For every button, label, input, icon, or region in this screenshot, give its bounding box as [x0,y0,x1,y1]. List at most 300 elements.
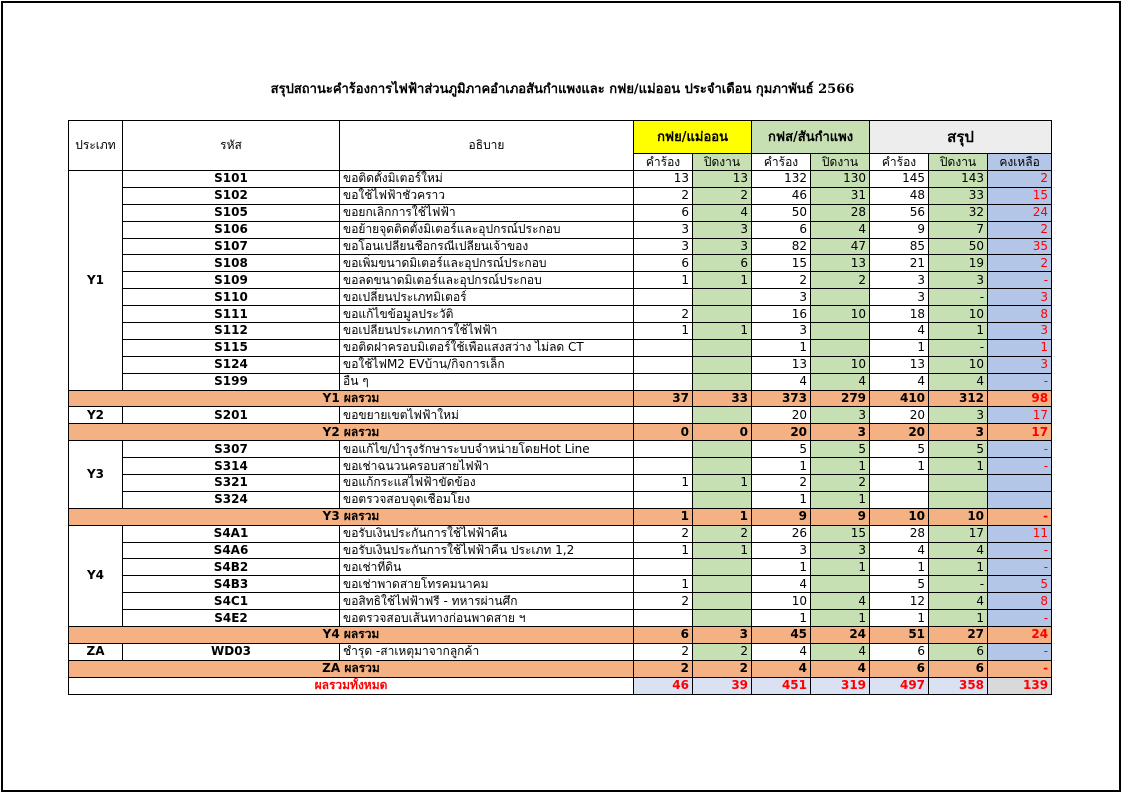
table-row [69,441,1052,458]
remain-cell: 24 [988,204,1052,221]
subtotal-summary-req: 20 [870,424,929,441]
subtotal-maeon-req: 2 [634,660,693,677]
remain-cell: - [988,559,1052,576]
subtotal-row [69,508,1052,525]
header-req: คำร้อง [634,154,693,171]
sankamphaeng-req-cell: 132 [752,171,811,188]
maeon-req-cell: 1 [634,576,693,593]
header-req: คำร้อง [870,154,929,171]
summary-req-cell: 1 [870,339,929,356]
remain-cell: - [988,441,1052,458]
maeon-closed-cell: 1 [693,475,752,492]
maeon-req-cell: 1 [634,272,693,289]
grand-total-row [69,677,1052,694]
maeon-req-cell: 2 [634,306,693,323]
maeon-closed-cell: 3 [693,221,752,238]
sankamphaeng-closed-cell: 31 [811,187,870,204]
maeon-req-cell [634,373,693,390]
header-closed: ปิดงาน [929,154,988,171]
maeon-closed-cell: 1 [693,542,752,559]
table-row [69,525,1052,542]
code-cell: S115 [123,339,340,356]
maeon-closed-cell [693,339,752,356]
subtotal-label: ZA ผลรวม [69,660,634,677]
remain-cell: 1 [988,339,1052,356]
summary-closed-cell: 4 [929,542,988,559]
summary-req-cell: 20 [870,407,929,424]
table-row [69,272,1052,289]
remain-cell [988,491,1052,508]
subtotal-sankamphaeng-closed: 9 [811,508,870,525]
code-cell: S124 [123,356,340,373]
summary-req-cell: 5 [870,441,929,458]
table-row [69,323,1052,340]
sankamphaeng-closed-cell: 3 [811,407,870,424]
summary-closed-cell: 1 [929,323,988,340]
desc-cell: ขอเปลี่ยนประเภทมิเตอร์ [340,289,634,306]
maeon-req-cell: 1 [634,542,693,559]
subtotal-label: Y2 ผลรวม [69,424,634,441]
table-row [69,475,1052,492]
subtotal-maeon-req: 37 [634,390,693,407]
maeon-req-cell: 2 [634,593,693,610]
subtotal-summary-req: 6 [870,660,929,677]
sankamphaeng-req-cell: 4 [752,643,811,660]
table-row [69,373,1052,390]
code-cell: S109 [123,272,340,289]
maeon-closed-cell: 2 [693,187,752,204]
grand-total-b-close: 319 [811,677,870,694]
summary-req-cell: 56 [870,204,929,221]
header-group-maeon: กฟย/แม่ออน [634,121,752,154]
sankamphaeng-req-cell: 13 [752,356,811,373]
table-row [69,407,1052,424]
desc-cell: ขอยกเลิกการใช้ไฟฟ้า [340,204,634,221]
table-row [69,255,1052,272]
summary-closed-cell [929,491,988,508]
remain-cell: - [988,643,1052,660]
code-cell: S107 [123,238,340,255]
subtotal-summary-req: 51 [870,627,929,644]
maeon-req-cell [634,441,693,458]
subtotal-maeon-closed: 1 [693,508,752,525]
maeon-closed-cell [693,373,752,390]
subtotal-maeon-req: 0 [634,424,693,441]
sankamphaeng-req-cell: 3 [752,323,811,340]
remain-cell: 2 [988,255,1052,272]
table-row [69,559,1052,576]
maeon-closed-cell: 2 [693,643,752,660]
subtotal-remain: 24 [988,627,1052,644]
subtotal-maeon-req: 1 [634,508,693,525]
maeon-req-cell [634,491,693,508]
summary-req-cell: 21 [870,255,929,272]
maeon-closed-cell: 3 [693,238,752,255]
maeon-closed-cell [693,610,752,627]
maeon-req-cell: 1 [634,323,693,340]
desc-cell: ขอติดตั้งมิเตอร์ใหม่ [340,171,634,188]
maeon-closed-cell [693,576,752,593]
desc-cell: ขอติดฝาครอบมิเตอร์ใช้เพื่อแสงสว่าง ไม่ลด CT [340,339,634,356]
sankamphaeng-req-cell: 2 [752,272,811,289]
desc-cell: ขอเช่าที่ดิน [340,559,634,576]
table-row [69,339,1052,356]
table-row [69,204,1052,221]
maeon-closed-cell [693,306,752,323]
code-cell: S4B3 [123,576,340,593]
summary-closed-cell: 1 [929,559,988,576]
maeon-closed-cell [693,441,752,458]
table-row [69,576,1052,593]
subtotal-remain: 98 [988,390,1052,407]
subtotal-maeon-closed: 2 [693,660,752,677]
maeon-req-cell: 13 [634,171,693,188]
sankamphaeng-req-cell: 4 [752,576,811,593]
header-remain: คงเหลือ [988,154,1052,171]
subtotal-summary-closed: 10 [929,508,988,525]
summary-req-cell: 3 [870,289,929,306]
remain-cell: 2 [988,171,1052,188]
sankamphaeng-req-cell: 26 [752,525,811,542]
subtotal-summary-req: 10 [870,508,929,525]
summary-req-cell: 28 [870,525,929,542]
maeon-req-cell: 2 [634,525,693,542]
subtotal-row [69,424,1052,441]
sankamphaeng-closed-cell [811,289,870,306]
header-closed: ปิดงาน [693,154,752,171]
summary-closed-cell: 3 [929,272,988,289]
code-cell: S4A6 [123,542,340,559]
sankamphaeng-req-cell: 20 [752,407,811,424]
summary-req-cell: 85 [870,238,929,255]
sankamphaeng-closed-cell: 1 [811,491,870,508]
summary-closed-cell: 7 [929,221,988,238]
sankamphaeng-closed-cell: 3 [811,542,870,559]
table-row [69,187,1052,204]
subtotal-sankamphaeng-req: 4 [752,660,811,677]
summary-closed-cell: 6 [929,643,988,660]
summary-req-cell: 13 [870,356,929,373]
remain-cell: - [988,458,1052,475]
sankamphaeng-closed-cell: 1 [811,458,870,475]
report-table [68,120,1052,695]
code-cell: S307 [123,441,340,458]
subtotal-remain: - [988,508,1052,525]
maeon-closed-cell: 2 [693,525,752,542]
maeon-closed-cell [693,356,752,373]
maeon-req-cell: 3 [634,238,693,255]
sankamphaeng-closed-cell: 130 [811,171,870,188]
sankamphaeng-closed-cell: 2 [811,475,870,492]
maeon-closed-cell: 4 [693,204,752,221]
grand-total-remain: 139 [988,677,1052,694]
subtotal-sankamphaeng-closed: 279 [811,390,870,407]
subtotal-sankamphaeng-closed: 4 [811,660,870,677]
code-cell: S321 [123,475,340,492]
code-cell: S4E2 [123,610,340,627]
subtotal-row [69,390,1052,407]
summary-req-cell: 4 [870,542,929,559]
subtotal-sankamphaeng-req: 9 [752,508,811,525]
desc-cell: ขอตรวจสอบเส้นทางก่อนพาดสาย ฯ [340,610,634,627]
table-row [69,491,1052,508]
desc-cell: ขอรับเงินประกันการใช้ไฟฟ้าคืน [340,525,634,542]
sankamphaeng-req-cell: 3 [752,542,811,559]
report-title: สรุปสถานะคำร้องการไฟฟ้าส่วนภูมิภาคอำเภอสันกำแพงและ กฟย/แม่ออน ประจำเดือน กุมภาพันธ์ 2566 [270,82,855,97]
maeon-req-cell [634,407,693,424]
code-cell: S105 [123,204,340,221]
code-cell: S110 [123,289,340,306]
maeon-req-cell: 6 [634,255,693,272]
desc-cell: ขอสิทธิใช้ไฟฟ้าฟรี - ทหารผ่านศึก [340,593,634,610]
code-cell: S102 [123,187,340,204]
summary-closed-cell: 50 [929,238,988,255]
sankamphaeng-closed-cell [811,576,870,593]
grand-total-s-close: 358 [929,677,988,694]
summary-req-cell: 9 [870,221,929,238]
subtotal-summary-closed: 312 [929,390,988,407]
header-type: ประเภท [69,121,123,171]
subtotal-sankamphaeng-closed: 3 [811,424,870,441]
code-cell: S101 [123,171,340,188]
subtotal-sankamphaeng-req: 373 [752,390,811,407]
sankamphaeng-req-cell: 46 [752,187,811,204]
subtotal-summary-closed: 3 [929,424,988,441]
sankamphaeng-closed-cell: 13 [811,255,870,272]
code-cell: S112 [123,323,340,340]
summary-req-cell: 145 [870,171,929,188]
table-row [69,289,1052,306]
summary-req-cell: 1 [870,458,929,475]
code-cell: S4C1 [123,593,340,610]
sankamphaeng-req-cell: 1 [752,458,811,475]
maeon-closed-cell [693,559,752,576]
maeon-closed-cell [693,593,752,610]
subtotal-sankamphaeng-closed: 24 [811,627,870,644]
maeon-req-cell [634,458,693,475]
grand-total-label: ผลรวมทั้งหมด [69,677,634,694]
summary-req-cell [870,475,929,492]
sankamphaeng-req-cell: 82 [752,238,811,255]
code-cell: WD03 [123,643,340,660]
sankamphaeng-closed-cell [811,323,870,340]
header-group-sankamphaeng: กฟส/สันกำแพง [752,121,870,154]
maeon-req-cell: 2 [634,187,693,204]
summary-closed-cell: 1 [929,610,988,627]
header-closed: ปิดงาน [811,154,870,171]
sankamphaeng-req-cell: 50 [752,204,811,221]
subtotal-summary-closed: 6 [929,660,988,677]
sankamphaeng-req-cell: 1 [752,610,811,627]
sankamphaeng-closed-cell: 4 [811,643,870,660]
subtotal-sankamphaeng-req: 20 [752,424,811,441]
summary-closed-cell: - [929,576,988,593]
table-row [69,238,1052,255]
desc-cell: ขอเปลี่ยนประเภทการใช้ไฟฟ้า [340,323,634,340]
sankamphaeng-closed-cell: 15 [811,525,870,542]
table-row [69,542,1052,559]
grand-total-s-req: 497 [870,677,929,694]
code-cell: S4A1 [123,525,340,542]
maeon-closed-cell [693,407,752,424]
remain-cell: - [988,272,1052,289]
summary-closed-cell: 19 [929,255,988,272]
sankamphaeng-req-cell: 1 [752,339,811,356]
summary-req-cell: 18 [870,306,929,323]
desc-cell: ขอเช่าพาดสายโทรคมนาคม [340,576,634,593]
maeon-closed-cell: 1 [693,272,752,289]
desc-cell: ขอลดขนาดมิเตอร์และอุปกรณ์ประกอบ [340,272,634,289]
remain-cell: - [988,542,1052,559]
subtotal-label: Y4 ผลรวม [69,627,634,644]
subtotal-label: Y3 ผลรวม [69,508,634,525]
summary-closed-cell: 4 [929,373,988,390]
remain-cell: 8 [988,593,1052,610]
summary-closed-cell [929,475,988,492]
maeon-req-cell: 6 [634,204,693,221]
table-row [69,306,1052,323]
sankamphaeng-closed-cell: 1 [811,610,870,627]
table-row [69,593,1052,610]
summary-closed-cell: 10 [929,356,988,373]
remain-cell [988,475,1052,492]
remain-cell: 15 [988,187,1052,204]
desc-cell: ขอแก้กระแสไฟฟ้าขัดข้อง [340,475,634,492]
sankamphaeng-closed-cell: 4 [811,373,870,390]
sankamphaeng-req-cell: 2 [752,475,811,492]
remain-cell: 8 [988,306,1052,323]
subtotal-sankamphaeng-req: 45 [752,627,811,644]
subtotal-row [69,660,1052,677]
type-cell: Y2 [69,407,123,424]
header-desc: อธิบาย [340,121,634,171]
subtotal-remain: - [988,660,1052,677]
desc-cell: ขอใช้ไฟฟ้าชั่วคราว [340,187,634,204]
remain-cell: - [988,373,1052,390]
remain-cell: 11 [988,525,1052,542]
code-cell: S111 [123,306,340,323]
sankamphaeng-closed-cell: 10 [811,306,870,323]
maeon-closed-cell: 13 [693,171,752,188]
subtotal-row [69,627,1052,644]
grand-total-a-close: 39 [693,677,752,694]
table-row [69,221,1052,238]
desc-cell: ขอรับเงินประกันการใช้ไฟฟ้าคืน ประเภท 1,2 [340,542,634,559]
maeon-req-cell [634,559,693,576]
type-cell: Y4 [69,525,123,626]
desc-cell: ขอโอนเปลี่ยนชื่อกรณีเปลี่ยนเจ้าของ [340,238,634,255]
sankamphaeng-req-cell: 3 [752,289,811,306]
sankamphaeng-closed-cell: 28 [811,204,870,221]
grand-total-b-req: 451 [752,677,811,694]
summary-req-cell: 12 [870,593,929,610]
desc-cell: ขอแก้ไข/บำรุงรักษาระบบจำหน่ายโดยHot Line [340,441,634,458]
code-cell: S4B2 [123,559,340,576]
summary-closed-cell: 5 [929,441,988,458]
maeon-closed-cell [693,289,752,306]
summary-closed-cell: 4 [929,593,988,610]
table-row [69,171,1052,188]
desc-cell: ขอขยายเขตไฟฟ้าใหม่ [340,407,634,424]
sankamphaeng-closed-cell: 10 [811,356,870,373]
remain-cell: 17 [988,407,1052,424]
summary-req-cell: 1 [870,610,929,627]
summary-req-cell: 48 [870,187,929,204]
desc-cell: ขอตรวจสอบจุดเชื่อมโยง [340,491,634,508]
subtotal-maeon-closed: 3 [693,627,752,644]
code-cell: S199 [123,373,340,390]
sankamphaeng-closed-cell: 4 [811,593,870,610]
sankamphaeng-closed-cell: 1 [811,559,870,576]
maeon-closed-cell: 1 [693,323,752,340]
sankamphaeng-req-cell: 5 [752,441,811,458]
type-cell: Y1 [69,171,123,391]
summary-req-cell: 4 [870,373,929,390]
type-cell: ZA [69,643,123,660]
summary-req-cell: 1 [870,559,929,576]
maeon-req-cell: 3 [634,221,693,238]
sankamphaeng-req-cell: 16 [752,306,811,323]
desc-cell: ขอเช่าฉนวนครอบสายไฟฟ้า [340,458,634,475]
type-cell: Y3 [69,441,123,509]
maeon-req-cell [634,610,693,627]
maeon-req-cell: 1 [634,475,693,492]
code-cell: S201 [123,407,340,424]
maeon-closed-cell [693,458,752,475]
desc-cell: ขอแก้ไขข้อมูลประวัติ [340,306,634,323]
remain-cell: 3 [988,289,1052,306]
desc-cell: ขอใช้ไฟM2 EVบ้าน/กิจการเล็ก [340,356,634,373]
remain-cell: 3 [988,323,1052,340]
summary-closed-cell: 32 [929,204,988,221]
maeon-req-cell: 2 [634,643,693,660]
subtotal-summary-closed: 27 [929,627,988,644]
summary-closed-cell: 17 [929,525,988,542]
code-cell: S314 [123,458,340,475]
header-group-summary: สรุป [870,121,1052,154]
subtotal-remain: 17 [988,424,1052,441]
remain-cell: - [988,610,1052,627]
summary-req-cell: 3 [870,272,929,289]
remain-cell: 2 [988,221,1052,238]
subtotal-maeon-closed: 0 [693,424,752,441]
summary-closed-cell: 143 [929,171,988,188]
sankamphaeng-req-cell: 15 [752,255,811,272]
table-row [69,643,1052,660]
summary-closed-cell: 10 [929,306,988,323]
summary-req-cell [870,491,929,508]
summary-closed-cell: 33 [929,187,988,204]
table-row [69,458,1052,475]
code-cell: S108 [123,255,340,272]
table-row [69,610,1052,627]
code-cell: S324 [123,491,340,508]
maeon-req-cell [634,356,693,373]
sankamphaeng-closed-cell: 2 [811,272,870,289]
sankamphaeng-closed-cell [811,339,870,356]
subtotal-summary-req: 410 [870,390,929,407]
sankamphaeng-req-cell: 6 [752,221,811,238]
grand-total-a-req: 46 [634,677,693,694]
code-cell: S106 [123,221,340,238]
subtotal-maeon-req: 6 [634,627,693,644]
summary-req-cell: 6 [870,643,929,660]
remain-cell: 5 [988,576,1052,593]
desc-cell: ขอย้ายจุดติดตั้งมิเตอร์และอุปกรณ์ประกอบ [340,221,634,238]
sankamphaeng-req-cell: 1 [752,559,811,576]
header-code: รหัส [123,121,340,171]
summary-closed-cell: - [929,289,988,306]
